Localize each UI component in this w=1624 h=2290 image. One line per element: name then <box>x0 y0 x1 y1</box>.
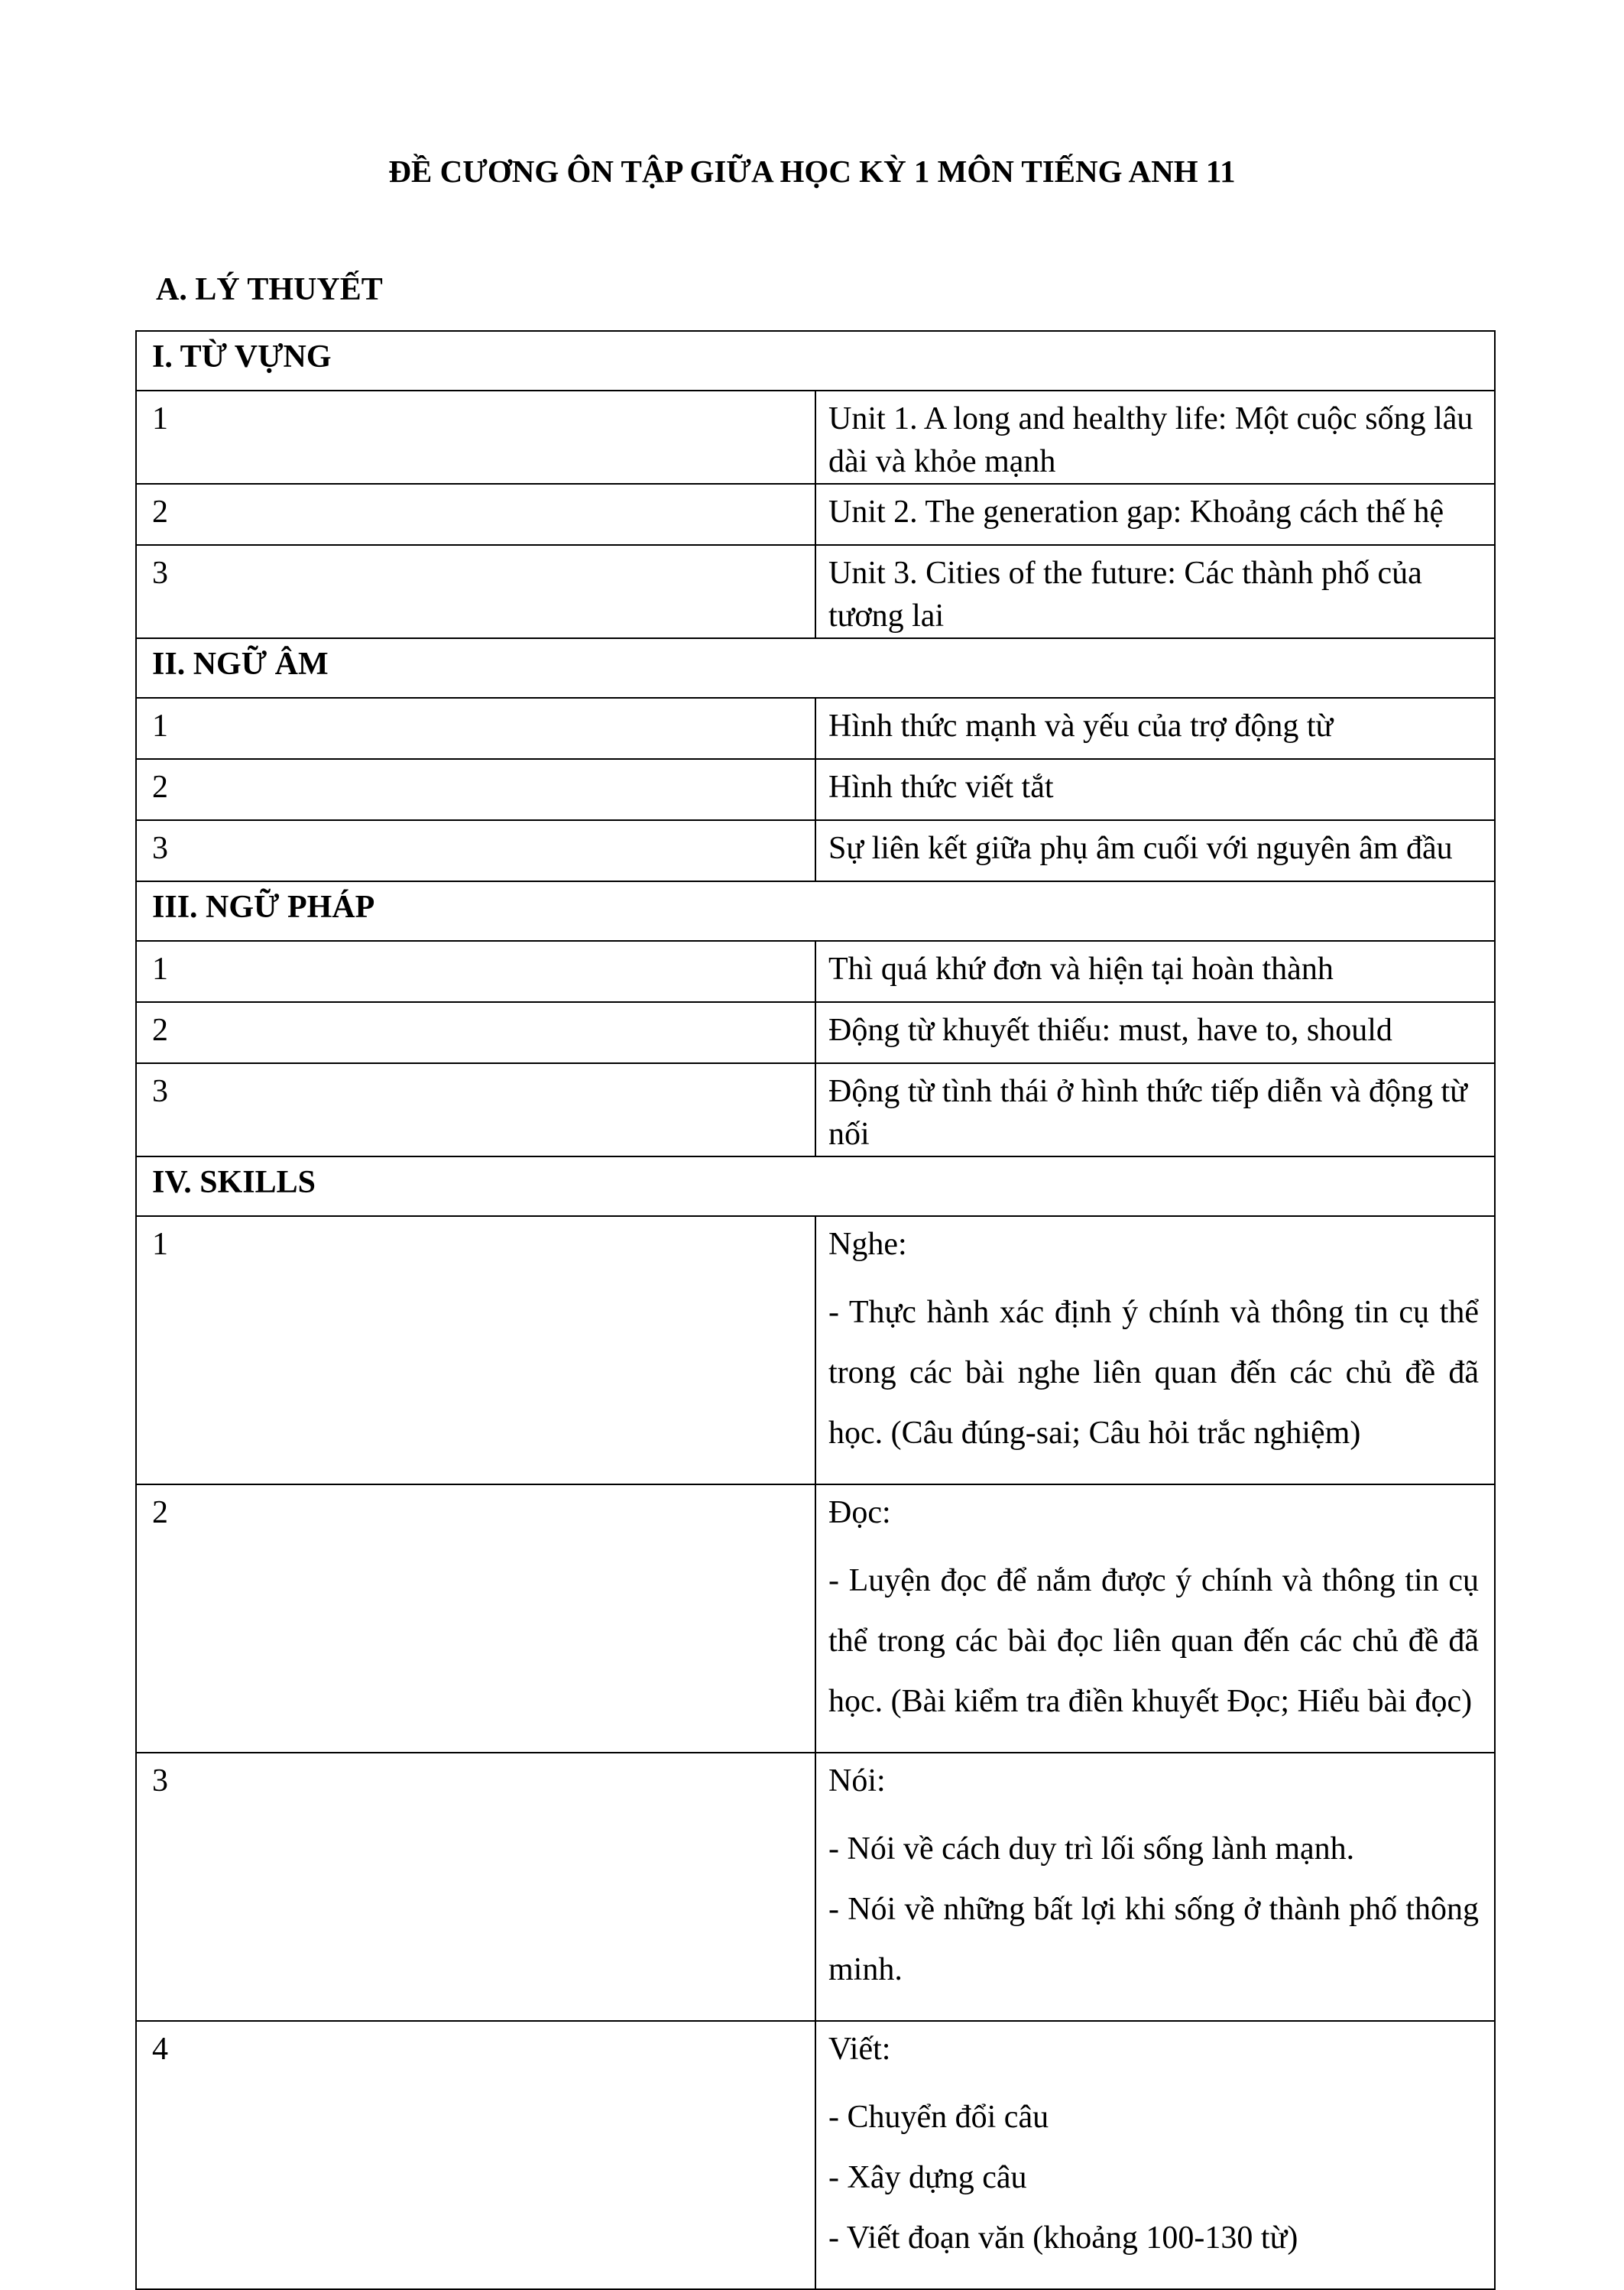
item-text: Sự liên kết giữa phụ âm cuối với nguyên âm đầu <box>815 820 1495 881</box>
skill-detail: - Nói về những bất lợi khi sống ở thành phố thông minh. <box>828 1892 1479 1987</box>
item-text: Động từ tình thái ở hình thức tiếp diễn và động từ nối <box>815 1063 1495 1156</box>
table-row <box>136 1753 1495 2021</box>
item-text: Unit 3. Cities of the future: Các thành phố của tương lai <box>815 545 1495 638</box>
skill-detail: - Thực hành xác định ý chính và thông tin cụ thể trong các bài nghe liên quan đến các chủ đề đã học. (Câu đúng-sai; Câu hỏi trắc nghiệm) <box>828 1295 1479 1451</box>
table-row <box>136 391 1495 484</box>
item-number: 3 <box>136 1063 815 1156</box>
item-number: 3 <box>136 545 815 638</box>
skill-detail: - Luyện đọc để nắm được ý chính và thông tin cụ thể trong các bài đọc liên quan đến các chủ đề đã học. (Bài kiểm tra điền khuyết Đọc; Hiểu bài đọc) <box>828 1563 1479 1719</box>
section-heading-theory: A. LÝ THUYẾT <box>156 272 383 307</box>
item-number: 2 <box>136 759 815 820</box>
group-heading: I. TỪ VỰNG <box>136 331 1495 391</box>
skill-detail: - Chuyển đổi câu <box>828 2100 1049 2135</box>
table-row <box>136 545 1495 638</box>
skill-label: Nói: <box>828 1763 886 1799</box>
skill-cell <box>815 1753 1495 2021</box>
group-row-vocabulary <box>136 331 1495 391</box>
item-number: 3 <box>136 820 815 881</box>
group-heading: IV. SKILLS <box>136 1156 1495 1216</box>
group-row-grammar <box>136 881 1495 941</box>
skill-cell <box>815 2021 1495 2289</box>
item-number: 1 <box>136 941 815 1002</box>
item-number: 1 <box>136 1216 815 1484</box>
table-row <box>136 1484 1495 1753</box>
table-row <box>136 1216 1495 1484</box>
item-number: 4 <box>136 2021 815 2289</box>
item-number: 2 <box>136 484 815 545</box>
table-row <box>136 1063 1495 1156</box>
table-row <box>136 759 1495 820</box>
item-text: Hình thức mạnh và yếu của trợ động từ <box>815 698 1495 759</box>
table-row <box>136 941 1495 1002</box>
item-number: 2 <box>136 1002 815 1063</box>
item-text: Động từ khuyết thiếu: must, have to, should <box>815 1002 1495 1063</box>
skill-cell <box>815 1484 1495 1753</box>
table-row <box>136 484 1495 545</box>
skill-detail: - Nói về cách duy trì lối sống lành mạnh. <box>828 1831 1355 1867</box>
item-text: Hình thức viết tắt <box>815 759 1495 820</box>
table-row <box>136 1002 1495 1063</box>
group-row-skills <box>136 1156 1495 1216</box>
item-text: Thì quá khứ đơn và hiện tại hoàn thành <box>815 941 1495 1002</box>
table-row <box>136 820 1495 881</box>
group-row-phonetics <box>136 638 1495 698</box>
skill-label: Viết: <box>828 2032 891 2067</box>
item-text: Unit 1. A long and healthy life: Một cuộc sống lâu dài và khỏe mạnh <box>815 391 1495 484</box>
item-number: 3 <box>136 1753 815 2021</box>
outline-table <box>135 330 1496 2290</box>
skill-cell <box>815 1216 1495 1484</box>
item-number: 2 <box>136 1484 815 1753</box>
skill-detail: - Viết đoạn văn (khoảng 100-130 từ) <box>828 2220 1298 2256</box>
group-heading: III. NGỮ PHÁP <box>136 881 1495 941</box>
group-heading: II. NGỮ ÂM <box>136 638 1495 698</box>
page-title: ĐỀ CƯƠNG ÔN TẬP GIỮA HỌC KỲ 1 MÔN TIẾNG ANH 11 <box>388 154 1236 189</box>
item-text: Unit 2. The generation gap: Khoảng cách thế hệ <box>815 484 1495 545</box>
skill-detail: - Xây dựng câu <box>828 2160 1027 2195</box>
item-number: 1 <box>136 391 815 484</box>
table-row <box>136 698 1495 759</box>
skill-label: Nghe: <box>828 1227 907 1262</box>
skill-label: Đọc: <box>828 1495 891 1530</box>
item-number: 1 <box>136 698 815 759</box>
table-row <box>136 2021 1495 2289</box>
